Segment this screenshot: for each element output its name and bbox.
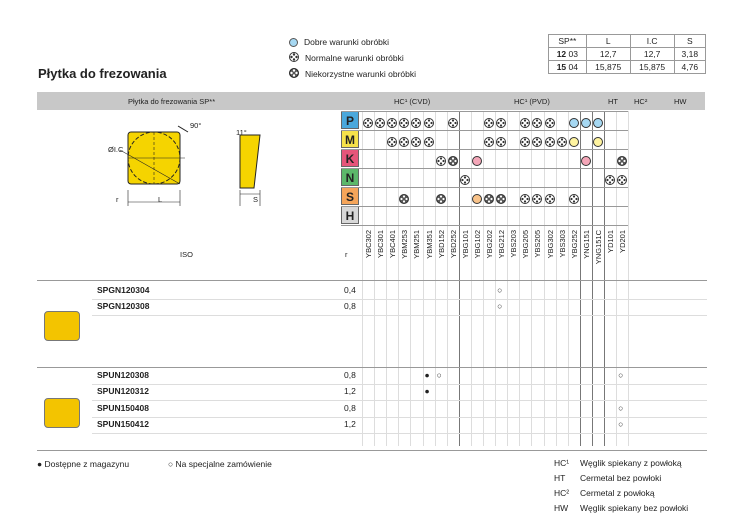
- grid-vline: [628, 111, 629, 446]
- bad-condition-icon: [496, 191, 506, 201]
- product-radius: 1,2: [344, 419, 356, 429]
- pink-condition-icon: [472, 153, 482, 163]
- insert-image-spgn: [44, 311, 80, 341]
- iso-label: ISO: [180, 250, 193, 259]
- product-code: SPGN120304: [97, 285, 150, 295]
- in-stock-mark: ●: [424, 370, 430, 380]
- in-stock-mark: ●: [424, 386, 430, 396]
- product-code: SPUN150412: [97, 419, 149, 429]
- normal-condition-icon: [448, 115, 458, 125]
- grade-label: YBG102: [472, 230, 482, 259]
- drawing-r: r: [116, 195, 119, 204]
- normal-condition-icon: [569, 191, 579, 201]
- bad-condition-icon: [436, 191, 446, 201]
- grid-vline: [495, 111, 496, 446]
- grid-vline: [362, 111, 363, 446]
- grade-label: YBC401: [388, 230, 398, 258]
- grade-label: YBS205: [533, 230, 543, 258]
- drawing-clearance: 11°: [236, 128, 247, 137]
- product-code: SPUN120312: [97, 386, 149, 396]
- grid-vline: [386, 111, 387, 446]
- grid-vline: [423, 111, 424, 446]
- material-k: K: [341, 149, 359, 167]
- size-code-bold: 15: [556, 62, 567, 72]
- grid-hline: [341, 168, 628, 169]
- grid-vline: [544, 111, 545, 446]
- normal-condition-icon: [387, 134, 397, 144]
- footer-order-label: Na specjalne zamówienie: [175, 459, 272, 469]
- grade-label: YBG202: [485, 230, 494, 259]
- grade-label: YBD252: [448, 230, 458, 258]
- legend-bad: [289, 68, 416, 80]
- normal-condition-icon: [484, 134, 494, 144]
- normal-condition-icon: [532, 191, 542, 201]
- pink-condition-icon: [581, 153, 591, 163]
- footer-order: ○ Na specjalne zamówienie: [168, 459, 272, 469]
- footer-stock: ● Dostępne z magazynu: [37, 459, 130, 469]
- product-separator: [37, 280, 707, 281]
- grid-vline: [568, 111, 569, 446]
- group-ht: HT: [608, 97, 618, 106]
- grade-label: YBG205: [521, 230, 531, 259]
- special-order-mark: ○: [618, 419, 624, 429]
- insert-drawing: [100, 120, 280, 220]
- orange-condition-icon: [472, 191, 482, 201]
- special-order-mark: ○: [436, 370, 442, 380]
- product-radius: 0,8: [344, 301, 356, 311]
- product-radius: 1,2: [344, 386, 356, 396]
- page-title: Płytka do frezowania: [38, 66, 167, 81]
- def-key: HW: [554, 503, 569, 513]
- size-ic: 12,7: [630, 48, 674, 61]
- yellow-condition-icon: [593, 134, 603, 144]
- grade-label: YBM253: [400, 230, 410, 259]
- special-order-mark: ○: [618, 370, 624, 380]
- special-order-mark: ○: [618, 403, 624, 413]
- normal-condition-icon: [545, 191, 555, 201]
- group-hc2: HC²: [634, 97, 648, 106]
- grade-label: YBG212: [497, 230, 507, 259]
- normal-condition-icon: [484, 115, 494, 125]
- normal-condition-icon: [605, 172, 615, 182]
- drawing-angle: 90°: [190, 121, 202, 130]
- grade-label: YD101: [606, 230, 615, 253]
- grade-label: YNG151: [581, 230, 591, 259]
- def-key: HC²: [554, 488, 570, 498]
- special-order-mark: ○: [497, 301, 503, 311]
- material-p: P: [341, 111, 359, 129]
- grade-label: YBS303: [557, 230, 567, 258]
- row-separator: [92, 384, 707, 385]
- normal-condition-icon: [460, 172, 470, 182]
- grade-label: YBS203: [509, 230, 519, 258]
- good-condition-icon: [593, 115, 603, 125]
- size-header-sp: SP**: [549, 35, 587, 48]
- normal-condition-icon: [520, 115, 530, 125]
- grade-label: YBC302: [364, 230, 373, 258]
- row-separator: [92, 400, 707, 401]
- material-m: M: [341, 130, 359, 148]
- product-code: SPUN150408: [97, 403, 149, 413]
- size-table: [548, 34, 706, 74]
- grid-vline: [483, 111, 484, 446]
- normal-condition-icon: [424, 115, 434, 125]
- bad-condition-icon: [484, 191, 494, 201]
- grade-label: YBM351: [424, 230, 434, 259]
- grade-label: YD201: [618, 230, 628, 253]
- normal-condition-icon: [545, 134, 555, 144]
- grade-label: YBM251: [412, 230, 422, 259]
- row-separator: [92, 417, 707, 418]
- normal-condition-icon: [387, 115, 397, 125]
- product-separator: [37, 367, 707, 368]
- grid-hline: [341, 149, 628, 150]
- def-value: Węglik spiekany z powłoką: [580, 458, 682, 468]
- def-value: Cermetal z powłoką: [580, 488, 655, 498]
- normal-condition-icon: [375, 115, 385, 125]
- normal-condition-icon: [520, 134, 530, 144]
- grade-label: YBG101: [460, 230, 470, 259]
- legend-bad-label: Niekorzystne warunki obróbki: [305, 69, 417, 79]
- size-l: 12,7: [586, 48, 630, 61]
- normal-condition-icon: [545, 115, 555, 125]
- insert-image-spun: [44, 398, 80, 428]
- footer-stock-label: Dostępne z magazynu: [44, 459, 130, 469]
- size-l: 15,875: [586, 61, 630, 74]
- group-pvd: HC¹ (PVD): [514, 97, 550, 106]
- size-s: 4,76: [674, 61, 705, 74]
- material-n: N: [341, 168, 359, 186]
- grade-label: YBG302: [545, 230, 555, 259]
- grid-vline: [519, 111, 520, 446]
- group-cvd: HC¹ (CVD): [394, 97, 431, 106]
- size-header-ic: I.C: [630, 35, 674, 48]
- size-code: [549, 61, 587, 74]
- product-code: SPGN120308: [97, 301, 150, 311]
- def-key: HT: [554, 473, 566, 483]
- size-code-rest: 03: [568, 49, 578, 59]
- grid-vline: [410, 111, 411, 446]
- size-code-bold: 12: [556, 49, 567, 59]
- grid-hline: [341, 225, 628, 226]
- yellow-condition-icon: [569, 134, 579, 144]
- grid-vline: [459, 111, 460, 446]
- size-code: [549, 48, 587, 61]
- material-s: S: [341, 187, 359, 205]
- grid-vline: [556, 111, 557, 446]
- normal-condition-icon: [496, 134, 506, 144]
- grade-label: YBD152: [436, 230, 446, 258]
- legend-normal-label: Normalne warunki obróbki: [305, 53, 404, 63]
- header-left-label: Płytka do frezowania SP**: [128, 97, 216, 106]
- drawing-ic: ØI.C: [108, 145, 124, 154]
- product-radius: 0,4: [344, 285, 356, 295]
- special-order-mark: ○: [497, 285, 503, 295]
- grade-label: YNG151C: [593, 230, 603, 265]
- legend-good: [289, 37, 389, 47]
- def-value: Cermetal bez powłoki: [580, 473, 662, 483]
- grid-vline: [604, 111, 605, 446]
- good-condition-icon: [581, 115, 591, 125]
- row-separator: [92, 299, 707, 300]
- r-label: r: [345, 250, 348, 259]
- bad-condition-icon: [617, 153, 627, 163]
- bad-condition-icon: [289, 68, 299, 80]
- normal-condition-icon: [520, 191, 530, 201]
- normal-condition-icon: [532, 115, 542, 125]
- row-separator: [92, 433, 707, 434]
- grid-vline: [374, 111, 375, 446]
- size-header-l: L: [586, 35, 630, 48]
- product-separator: [37, 450, 707, 451]
- good-condition-icon: [289, 38, 298, 47]
- def-key: HC¹: [554, 458, 570, 468]
- grade-label: YBG252: [569, 230, 579, 259]
- grid-vline: [531, 111, 532, 446]
- row-separator: [92, 315, 707, 316]
- normal-condition-icon: [363, 115, 373, 125]
- grid-vline: [507, 111, 508, 446]
- legend-good-label: Dobre warunki obróbki: [304, 37, 390, 47]
- normal-condition-icon: [399, 134, 409, 144]
- product-radius: 0,8: [344, 370, 356, 380]
- grid-hline: [341, 187, 628, 188]
- normal-condition-icon: [496, 115, 506, 125]
- drawing-l: L: [158, 195, 163, 204]
- normal-condition-icon: [532, 134, 542, 144]
- size-ic: 15,875: [630, 61, 674, 74]
- drawing-s: S: [253, 195, 259, 204]
- def-value: Węglik spiekany bez powłoki: [580, 503, 689, 513]
- grid-hline: [341, 130, 628, 131]
- normal-condition-icon: [557, 134, 567, 144]
- material-h: H: [341, 206, 359, 224]
- normal-condition-icon: [617, 172, 627, 182]
- product-code: SPUN120308: [97, 370, 149, 380]
- good-condition-icon: [569, 115, 579, 125]
- grid-vline: [398, 111, 399, 446]
- normal-condition-icon: [411, 134, 421, 144]
- grid-hline: [341, 206, 628, 207]
- size-s: 3,18: [674, 48, 705, 61]
- legend-normal: [289, 52, 404, 64]
- size-code-rest: 04: [568, 62, 578, 72]
- grid-vline: [592, 111, 593, 446]
- grid-hline: [341, 111, 628, 112]
- normal-condition-icon: [436, 153, 446, 163]
- normal-condition-icon: [411, 115, 421, 125]
- bad-condition-icon: [448, 153, 458, 163]
- normal-condition-icon: [399, 115, 409, 125]
- group-hw: HW: [674, 97, 687, 106]
- product-radius: 0,8: [344, 403, 356, 413]
- bad-condition-icon: [399, 191, 409, 201]
- grade-label: YBC301: [376, 230, 386, 258]
- size-header-s: S: [674, 35, 705, 48]
- normal-condition-icon: [289, 52, 299, 64]
- normal-condition-icon: [424, 134, 434, 144]
